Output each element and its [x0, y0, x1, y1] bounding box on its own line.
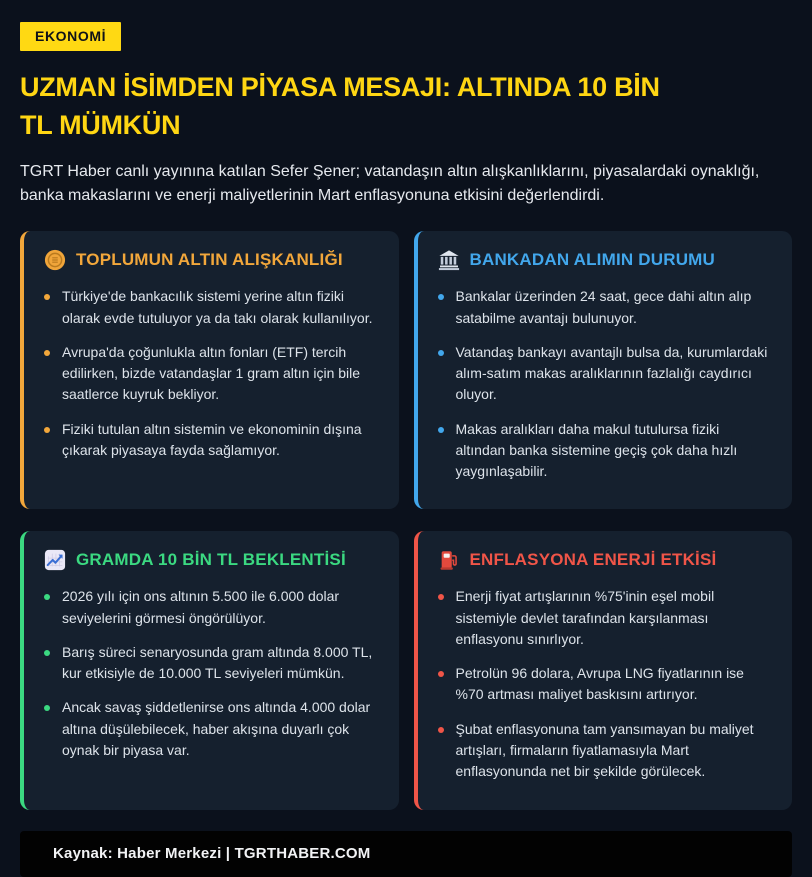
- bullet-text: Avrupa'da çoğunlukla altın fonları (ETF) tercih edilirken, bizde vatandaşlar 1 gram altın için bile saatlerce kuyruk bekliyor.: [62, 343, 361, 403]
- card-energy-inflation: [414, 531, 793, 809]
- card-bank-purchase: [414, 231, 793, 509]
- bullet-dot: [438, 594, 444, 600]
- fuel-pump-icon: [438, 549, 460, 571]
- bullet-item: [438, 342, 773, 406]
- bullet-list: [44, 586, 379, 761]
- card-title: ENFLASYONA ENERJİ ETKİSİ: [469, 550, 717, 570]
- bullet-dot: [438, 727, 444, 733]
- bullet-dot: [438, 350, 444, 356]
- card-title: TOPLUMUN ALTIN ALIŞKANLIĞI: [76, 250, 343, 270]
- bullet-item: [438, 586, 773, 650]
- bullet-text: Türkiye'de bankacılık sistemi yerine altın fiziki olarak evde tutuluyor ya da takı olarak kullanılıyor.: [62, 288, 373, 326]
- bullet-list: [44, 286, 379, 461]
- bullet-list: [438, 586, 773, 782]
- bullet-item: [44, 586, 379, 629]
- card-title: GRAMDA 10 BİN TL BEKLENTİSİ: [76, 550, 346, 570]
- source-bar: [20, 831, 792, 877]
- bullet-item: [44, 342, 379, 406]
- headline: [20, 68, 792, 145]
- card-title: BANKADAN ALIMIN DURUMU: [469, 250, 716, 270]
- coin-icon: [44, 249, 66, 271]
- bullet-text: 2026 yılı için ons altının 5.500 ile 6.000 dolar seviyelerini görmesi öngörülüyor.: [62, 588, 340, 626]
- chart-up-icon: [44, 549, 66, 571]
- bullet-dot: [438, 671, 444, 677]
- bullet-list: [438, 286, 773, 482]
- bullet-text: Şubat enflasyonuna tam yansımayan bu maliyet artışları, firmaların fiyatlamasıyla Mart enflasyonunda net bir şekilde görülecek.: [455, 720, 754, 780]
- card-gold-habit-header: [44, 249, 379, 271]
- bullet-dot: [438, 427, 444, 433]
- bullet-item: [438, 663, 773, 706]
- bullet-item: [44, 286, 379, 329]
- card-gram-expectation: [20, 531, 399, 809]
- card-bank-purchase-header: [438, 249, 773, 271]
- bullet-item: [44, 697, 379, 761]
- bullet-item: [438, 286, 773, 329]
- bullet-dot: [44, 650, 50, 656]
- bullet-text: Ancak savaş şiddetlenirse ons altında 4.000 dolar altına düşülebilecek, haber akışına duyarlı çok oynak bir piyasa var.: [62, 699, 371, 758]
- bullet-dot: [44, 594, 50, 600]
- bullet-dot: [438, 294, 444, 300]
- bullet-text: Vatandaş bankayı avantajlı bulsa da, kurumlardaki alım-satım makas aralıklarının fazlalığı caydırıcı oluyor.: [455, 343, 768, 403]
- bullet-text: Petrolün 96 dolara, Avrupa LNG fiyatlarının ise %70 artması maliyet baskısını artırıyor.: [455, 665, 744, 703]
- cards-grid: [20, 231, 792, 809]
- bullet-text: Enerji fiyat artışlarının %75'inin eşel mobil sistemiyle devlet tarafından karşılanması enflasyonu sınırlıyor.: [455, 588, 715, 647]
- bullet-dot: [44, 294, 50, 300]
- bullet-dot: [44, 350, 50, 356]
- bullet-item: [44, 642, 379, 685]
- bullet-item: [44, 419, 379, 462]
- bullet-text: Makas aralıkları daha makul tutulursa fiziki altından banka sistemine geçiş çok daha hızlı yaygınlaşabilir.: [455, 420, 738, 480]
- bank-icon: [438, 249, 460, 271]
- bullet-dot: [44, 705, 50, 711]
- card-energy-inflation-header: [438, 549, 773, 571]
- headline-line-2: TL MÜMKÜN: [20, 110, 181, 141]
- headline-line-1: UZMAN İSİMDEN PİYASA MESAJI: ALTINDA 10 BİN: [20, 72, 660, 102]
- bullet-text: Barış süreci senaryosunda gram altında 8.000 TL, kur etkisiyle de 10.000 TL seviyeleri mümkün.: [62, 643, 373, 682]
- bullet-text: Bankalar üzerinden 24 saat, gece dahi altın alıp satabilme avantajı bulunuyor.: [455, 288, 752, 326]
- bullet-item: [438, 719, 773, 783]
- source-text: Kaynak: Haber Merkezi | TGRTHABER.COM: [53, 845, 371, 862]
- bullet-text: Fiziki tutulan altın sistemin ve ekonominin dışına çıkarak piyasaya fayda sağlamıyor.: [62, 420, 362, 458]
- card-gram-expectation-header: [44, 549, 379, 571]
- bullet-dot: [44, 427, 50, 433]
- intro-text: TGRT Haber canlı yayınına katılan Sefer Şener; vatandaşın altın alışkanlıklarını, piyasalardaki oynaklığı, banka makaslarını ve enerji maliyetlerinin Mart enflasyonuna etkisini değerlendirdi.: [20, 162, 760, 205]
- bullet-item: [438, 419, 773, 483]
- category-badge: EKONOMİ: [20, 22, 121, 51]
- card-gold-habit: [20, 231, 399, 509]
